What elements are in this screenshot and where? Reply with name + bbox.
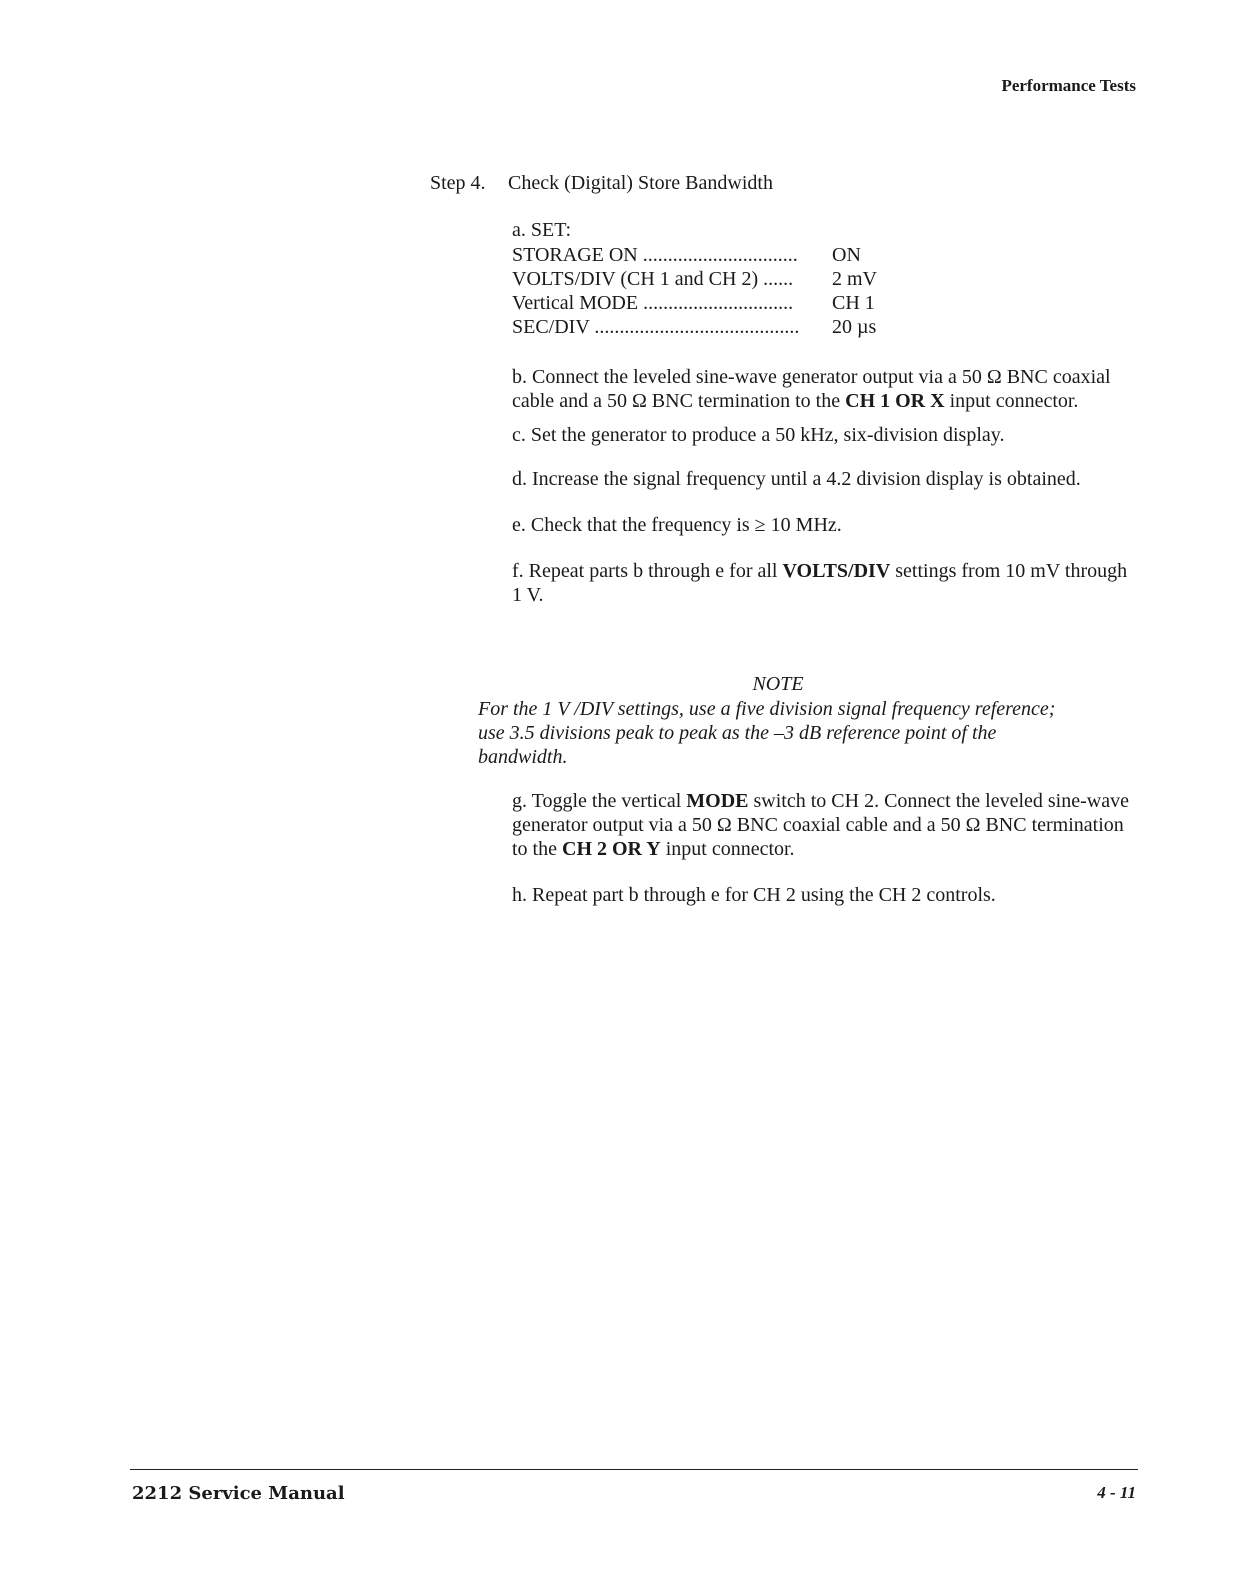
paragraph-text: f. Repeat parts b through e for all <box>512 560 783 582</box>
paragraph-d: d. Increase the signal frequency until a 4.2 division display is obtained. <box>512 468 1081 490</box>
procedure-body-continued <box>512 789 1132 907</box>
control-label: VOLTS/DIV <box>782 560 891 582</box>
paragraph-b <box>512 365 1132 413</box>
setting-value: CH 1 <box>832 292 875 314</box>
note-text: For the 1 V /DIV settings, use a five division signal frequency reference; use 3.5 divisions peak to peak as the –3 dB reference point of the bandwidth. <box>478 698 1056 768</box>
footer-page-number: 4 - 11 <box>1097 1483 1136 1502</box>
paragraph-text: g. Toggle the vertical <box>512 790 687 812</box>
setting-value: 2 mV <box>832 268 877 290</box>
paragraph-c: c. Set the generator to produce a 50 kHz, six-division display. <box>512 424 1005 446</box>
connector-label: CH 2 OR Y <box>562 838 661 860</box>
paragraph-f <box>512 559 1132 607</box>
paragraph-h: h. Repeat part b through e for CH 2 using the CH 2 controls. <box>512 884 996 906</box>
procedure-body <box>512 218 1132 607</box>
setting-label: SEC/DIV ......................................... <box>512 316 800 338</box>
setting-value: 20 µs <box>832 316 877 338</box>
paragraph-text: settings from 10 mV through 1 V. <box>512 560 1128 606</box>
paragraph-text: input connector. <box>944 390 1079 412</box>
set-title: a. SET: <box>512 219 571 241</box>
setting-value: ON <box>832 244 861 266</box>
settings-row <box>512 315 1132 339</box>
setting-label: Vertical MODE .............................. <box>512 292 794 314</box>
setting-label: VOLTS/DIV (CH 1 and CH 2) ...... <box>512 268 794 290</box>
control-label: MODE <box>686 790 749 812</box>
settings-row <box>512 243 1132 267</box>
note-block <box>478 672 1078 769</box>
step-heading <box>430 172 773 195</box>
settings-row <box>512 267 1132 291</box>
footer-divider <box>130 1469 1138 1470</box>
connector-label: CH 1 OR X <box>845 390 945 412</box>
running-header: Performance Tests <box>1001 76 1136 95</box>
step-title: Check (Digital) Store Bandwidth <box>508 172 773 194</box>
step-number: Step 4. <box>430 172 486 194</box>
paragraph-g <box>512 789 1132 861</box>
paragraph-text: switch to CH 2. Connect the leveled sine-wave generator output via a 50 Ω BNC coaxial cable and a 50 Ω BNC termination to the <box>512 790 1129 860</box>
setting-label: STORAGE ON ............................... <box>512 244 798 266</box>
note-title: NOTE <box>752 673 804 695</box>
paragraph-e: e. Check that the frequency is ≥ 10 MHz. <box>512 514 842 536</box>
paragraph-text: input connector. <box>660 838 795 860</box>
settings-table <box>512 243 1132 339</box>
paragraph-text: b. Connect the leveled sine-wave generator output via a 50 Ω BNC coaxial cable and a 50 Ω BNC termination to the <box>512 366 1111 412</box>
settings-row <box>512 291 1132 315</box>
footer-manual-title: 2212 Service Manual <box>132 1483 345 1504</box>
